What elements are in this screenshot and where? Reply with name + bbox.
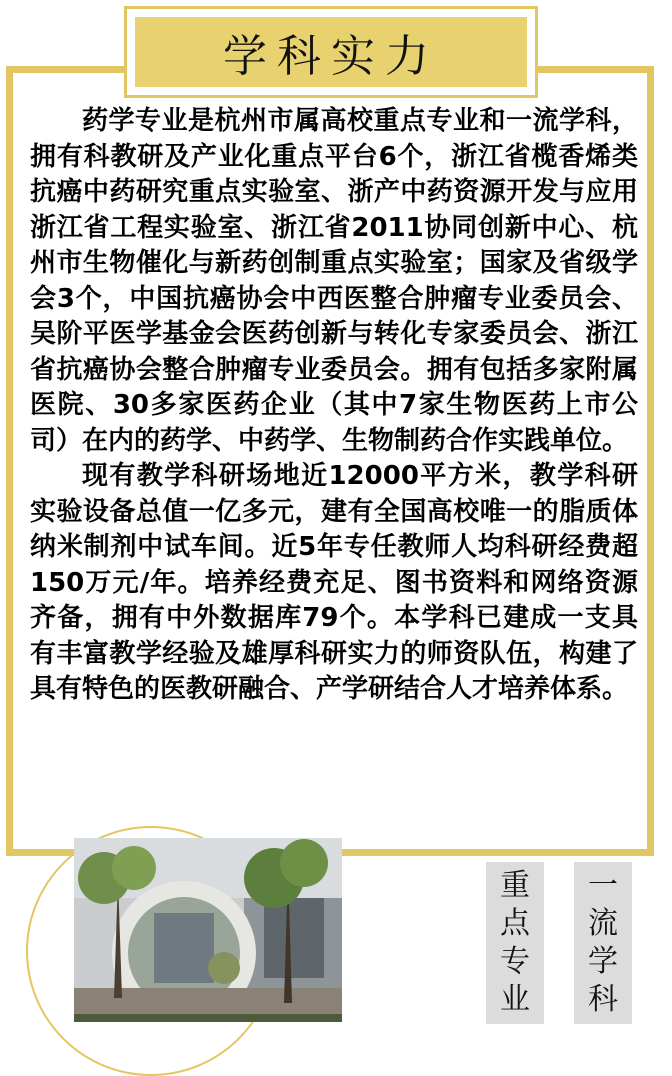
tag-char: 一 (588, 868, 618, 903)
title-inner (135, 17, 527, 87)
tag-char: 专 (500, 944, 530, 979)
tag-char: 业 (500, 982, 530, 1017)
title-banner (124, 6, 538, 98)
body-text (30, 104, 638, 708)
tag-char: 学 (588, 944, 618, 979)
tag-char: 科 (588, 982, 618, 1017)
page-title: 学科实力 (223, 31, 439, 82)
campus-photo (74, 838, 342, 1022)
campus-photo-graphic (74, 838, 342, 1022)
tag-char: 点 (500, 906, 530, 941)
paragraph-1: 药学专业是杭州市属高校重点专业和一流学科，拥有科教研及产业化重点平台6个，浙江省榄香烯类抗癌中药研究重点实验室、浙产中药资源开发与应用浙江省工程实验室、浙江省2011协同创新中心、杭州市生物催化与新药创制重点实验室；国家及省级学会3个，中国抗癌协会中西医整合肿瘤专业委员会、吴阶平医学基金会医药创新与转化专家委员会、浙江省抗癌协会整合肿瘤专业委员会。拥有包括多家附属医院、30多家医药企业（其中7家生物医药上市公司）在内的药学、中药学、生物制药合作实践单位。 (30, 106, 638, 456)
tag-key-major (486, 862, 544, 1024)
tag-first-class-discipline (574, 862, 632, 1024)
tag-char: 重 (500, 868, 530, 903)
tag-char: 流 (588, 906, 618, 941)
paragraph-2: 现有教学科研场地近12000平方米，教学科研实验设备总值一亿多元，建有全国高校唯一的脂质体纳米制剂中试车间。近5年专任教师人均科研经费超150万元/年。培养经费充足、图书资料和网络资源齐备，拥有中外数据库79个。本学科已建成一支具有丰富教学经验及雄厚科研实力的师资队伍，构建了具有特色的医教研融合、产学研结合人才培养体系。 (30, 461, 638, 704)
